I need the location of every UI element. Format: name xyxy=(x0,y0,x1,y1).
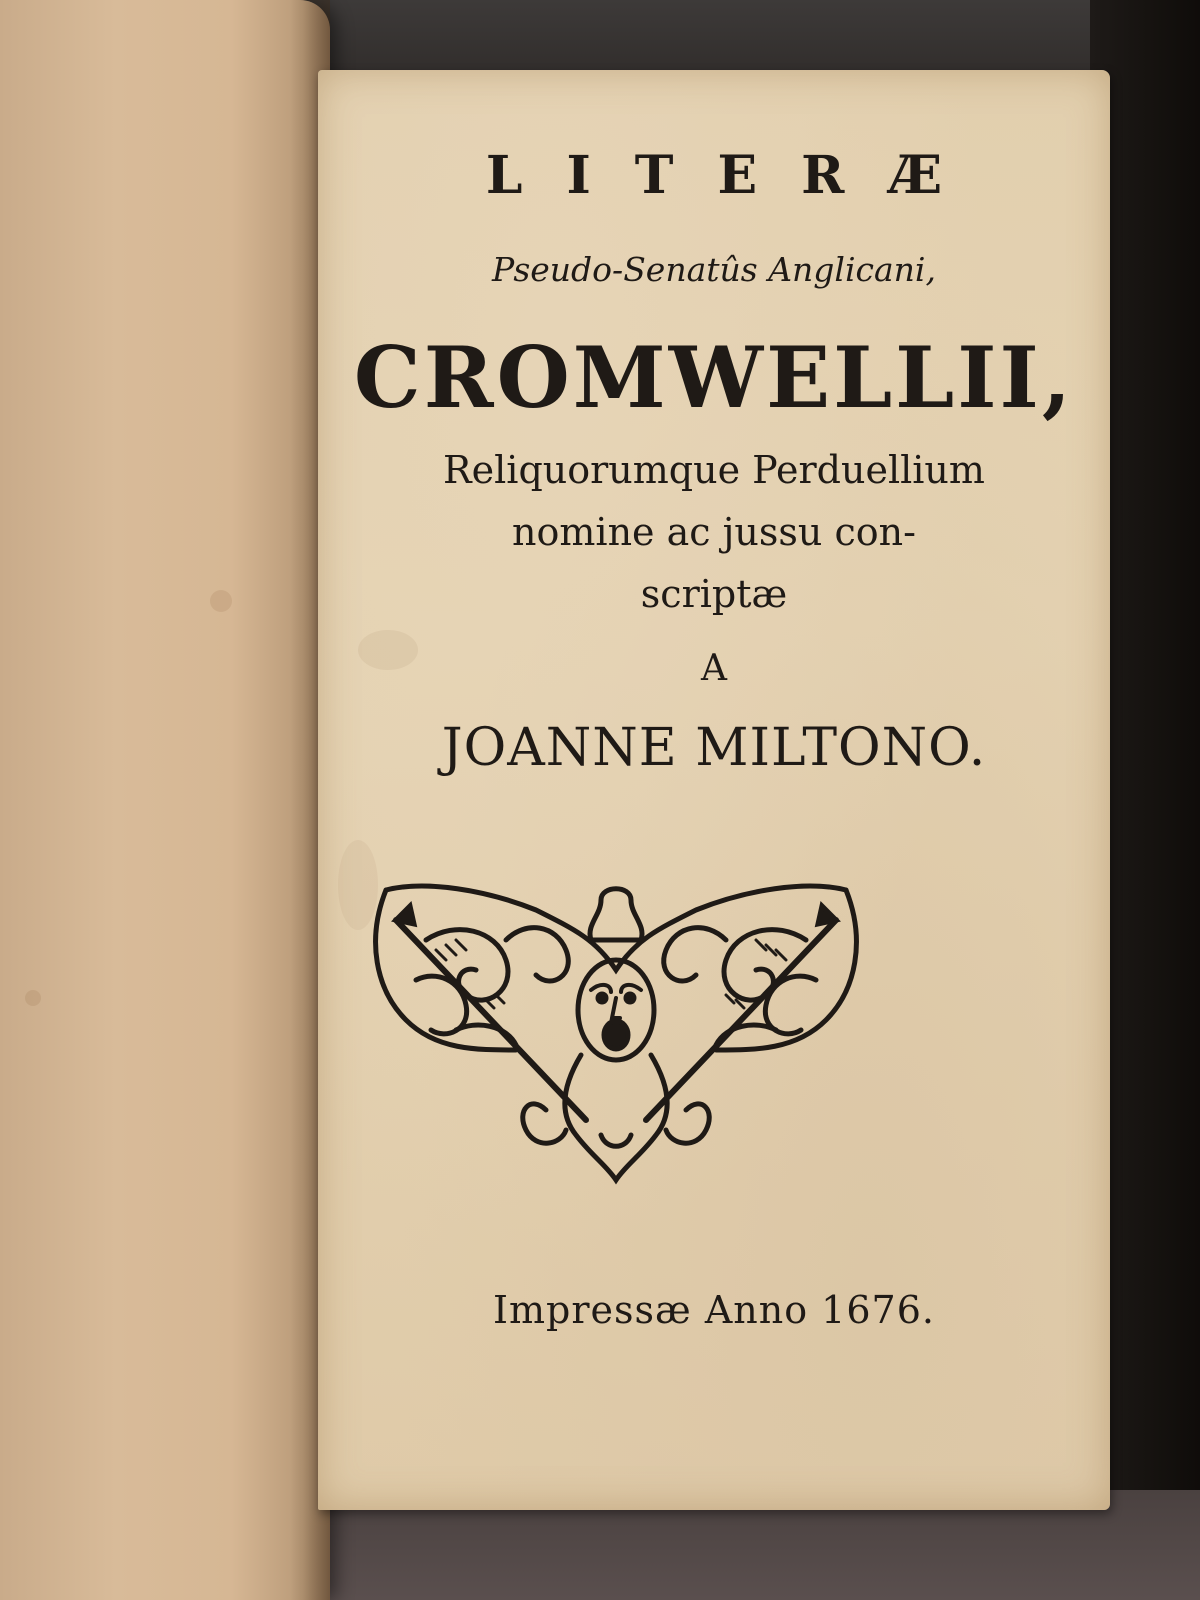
text-nomine: nomine ac jussu con- xyxy=(512,510,916,554)
woodcut-headpiece-mask-icon xyxy=(366,880,866,1190)
title-page xyxy=(318,70,1110,1510)
subtitle-pseudo-senatus: Pseudo-Senatûs Anglicani, xyxy=(492,250,936,289)
title-literae: LITERÆ xyxy=(485,145,987,206)
left-blank-page xyxy=(0,0,330,1600)
author-miltono: JOANNE MILTONO. xyxy=(441,718,987,778)
imprint-date: Impressæ Anno 1676. xyxy=(493,1288,935,1332)
text-a: A xyxy=(701,648,727,689)
text-scriptae: scriptæ xyxy=(640,572,788,616)
title-cromwellii: CROMWELLII, xyxy=(353,328,1075,427)
text-reliquorumque: Reliquorumque Perduellium xyxy=(443,448,985,492)
